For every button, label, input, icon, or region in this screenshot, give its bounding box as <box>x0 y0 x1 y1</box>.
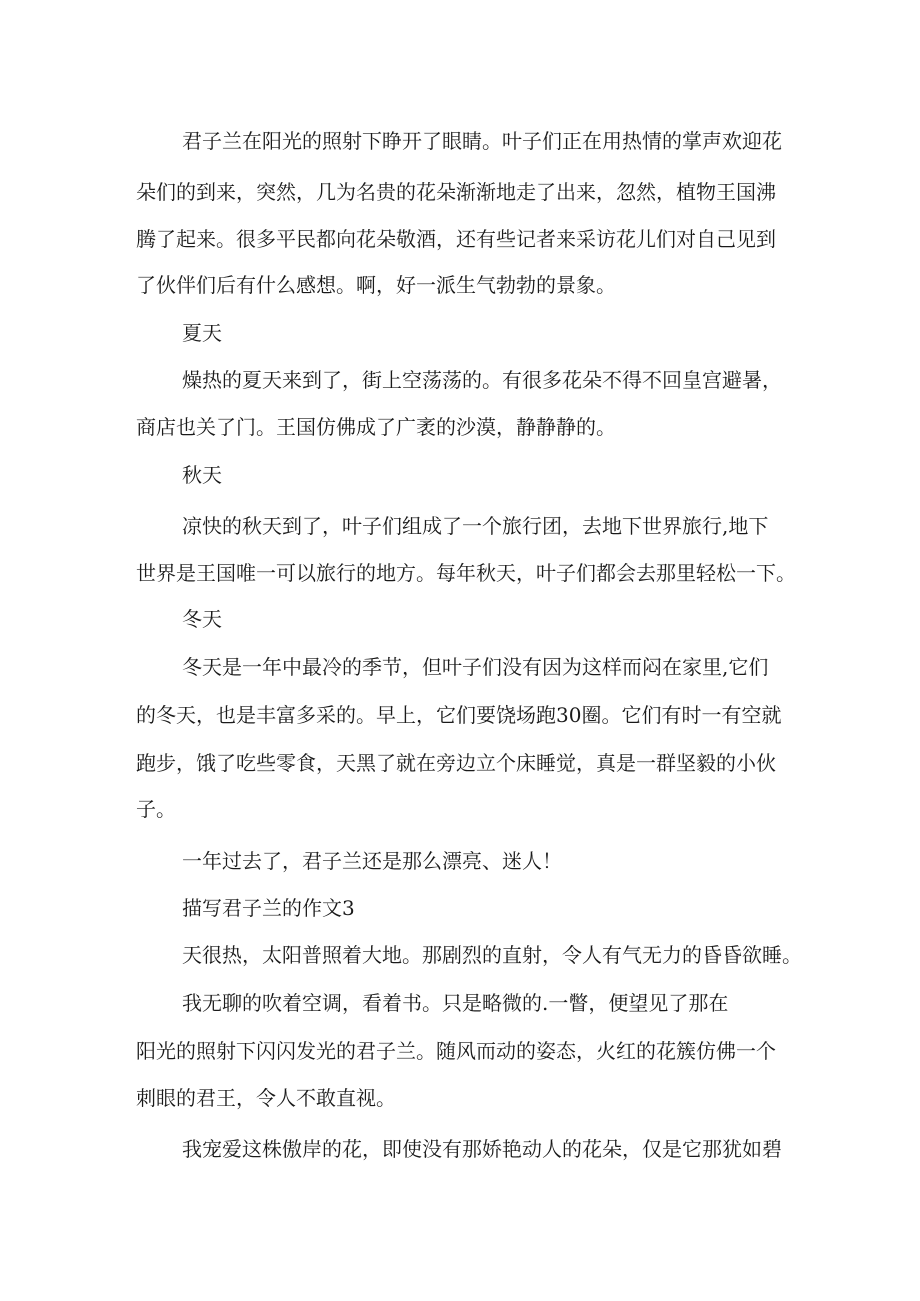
text-line-2: 朵们的到来，突然，几为名贵的花朵渐渐地走了出来，忽然，植物王国沸 <box>136 180 776 204</box>
text-line-15: 子。 <box>136 797 176 821</box>
text-line-14: 跑步，饿了吃些零食，天黑了就在旁边立个床睡觉，真是一群坚毅的小伙 <box>136 751 776 775</box>
text-line-3: 腾了起来。很多平民都向花朵敬酒，还有些记者来采访花儿们对自己见到 <box>136 227 776 251</box>
text-line-4: 了伙伴们后有什么感想。啊，好一派生气勃勃的景象。 <box>136 273 616 297</box>
text-line-20: 阳光的照射下闪闪发光的君子兰。随风而动的姿态，火红的花簇仿佛一个 <box>136 1039 776 1063</box>
text-line-10: 世界是王国唯一可以旅行的地方。每年秋天，叶子们都会去那里轻松一下。 <box>136 561 796 585</box>
text-line-22: 我宠爱这株傲岸的花，即使没有那娇艳动人的花朵，仅是它那犹如碧 <box>182 1137 782 1161</box>
text-line-13: 的冬天，也是丰富多采的。早上，它们要饶场跑30圈。它们有时一有空就 <box>136 703 782 727</box>
text-line-21: 刺眼的君王，令人不敢直视。 <box>136 1086 396 1110</box>
section-heading-winter: 冬天 <box>182 607 222 631</box>
text-line-1: 君子兰在阳光的照射下睁开了眼睛。叶子们正在用热情的掌声欢迎花 <box>182 129 782 153</box>
text-line-9: 凉快的秋天到了，叶子们组成了一个旅行团，去地下世界旅行,地下 <box>182 514 769 538</box>
text-line-12: 冬天是一年中最冷的季节，但叶子们没有因为这样而闷在家里,它们 <box>182 655 769 679</box>
text-line-6: 燥热的夏天来到了，街上空荡荡的。有很多花朵不得不回皇宫避暑， <box>182 368 782 392</box>
section-heading-autumn: 秋天 <box>182 463 222 487</box>
text-line-18: 天很热，太阳普照着大地。那剧烈的直射，令人有气无力的昏昏欲睡。 <box>182 943 802 967</box>
text-line-19: 我无聊的吹着空调，看着书。只是略微的.一瞥，便望见了那在 <box>182 991 729 1015</box>
section-heading-essay-3: 描写君子兰的作文3 <box>182 896 355 920</box>
text-line-16: 一年过去了，君子兰还是那么漂亮、迷人！ <box>182 849 562 873</box>
section-heading-summer: 夏天 <box>182 321 222 345</box>
text-line-7: 商店也关了门。王国仿佛成了广袤的沙漠，静静静的。 <box>136 415 616 439</box>
